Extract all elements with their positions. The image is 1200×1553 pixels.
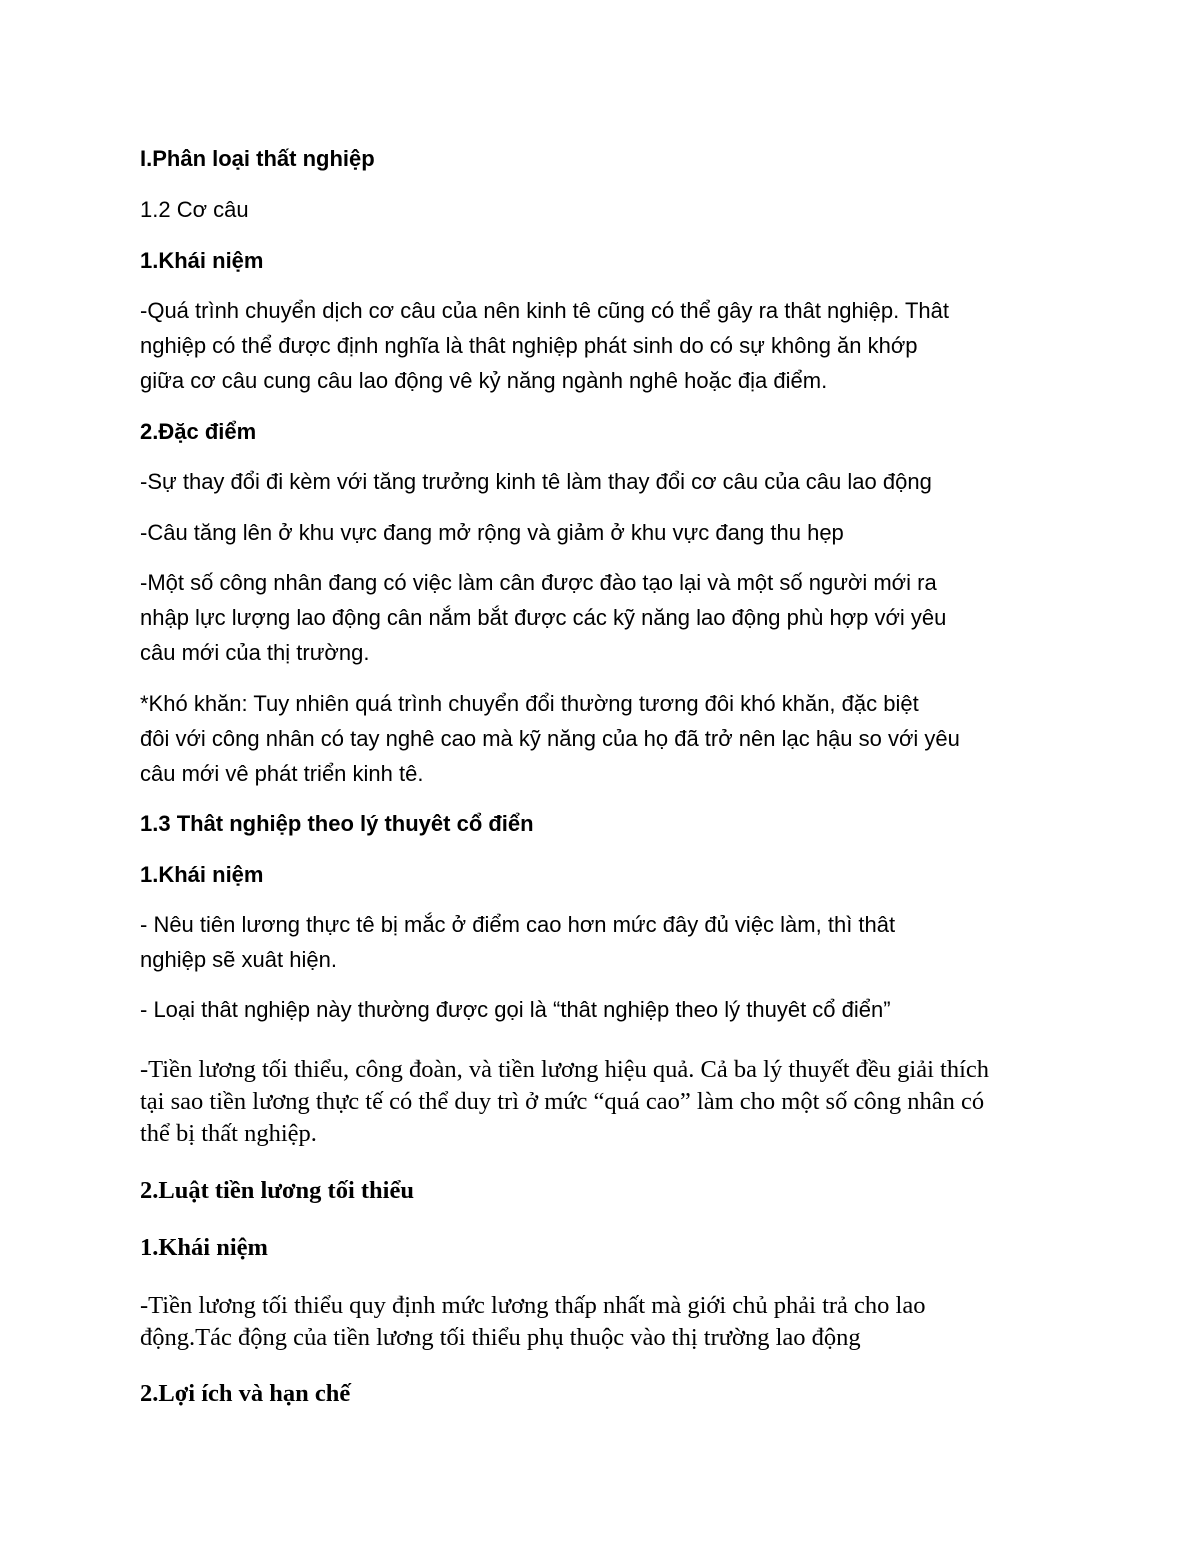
paragraph-line: động.Tác động của tiền lương tối thiểu phụ thuộc vào thị trường lao động — [140, 1324, 861, 1351]
heading-khai-niem: 1.Khái niệm — [140, 1234, 268, 1261]
paragraph-line: -Sự thay đổi đi kèm với tăng trưởng kinh tê làm thay đổi cơ câu của câu lao động — [140, 469, 932, 494]
heading-khai-niem: 1.Khái niệm — [140, 862, 264, 887]
paragraph-line: giữa cơ câu cung câu lao động vê kỷ năng ngành nghê hoặc địa điểm. — [140, 368, 828, 393]
paragraph-line: *Khó khăn: Tuy nhiên quá trình chuyển đổi thường tương đôi khó khăn, đặc biệt — [140, 691, 919, 716]
heading-loi-ich-han-che: 2.Lợi ích và hạn chế — [140, 1380, 351, 1407]
paragraph-line: nghiệp có thể được định nghĩa là thât nghiệp phát sinh do có sự không ăn khớp — [140, 333, 918, 358]
paragraph-line: -Tiền lương tối thiểu, công đoàn, và tiền lương hiệu quả. Cả ba lý thuyết đều giải thích — [140, 1056, 990, 1083]
paragraph-line: -Câu tăng lên ở khu vực đang mở rộng và giảm ở khu vực đang thu hẹp — [140, 520, 844, 545]
paragraph-line: -Tiền lương tối thiểu quy định mức lương thấp nhất mà giới chủ phải trả cho lao — [140, 1292, 926, 1319]
heading-ly-thuyet-co-dien: 1.3 Thât nghiệp theo lý thuyêt cổ điển — [140, 811, 534, 836]
heading-dac-diem: 2.Đặc điểm — [140, 419, 257, 444]
paragraph-line: - Nêu tiên lương thực tê bị mắc ở điểm cao hơn mức đây đủ việc làm, thì thât — [140, 912, 896, 937]
paragraph-line: đôi với công nhân có tay nghê cao mà kỹ năng của họ đã trở nên lạc hậu so với yêu — [140, 726, 960, 751]
paragraph-line: thể bị thất nghiệp. — [140, 1120, 317, 1147]
heading-co-cau: 1.2 Cơ câu — [140, 197, 249, 222]
heading-khai-niem: 1.Khái niệm — [140, 248, 264, 273]
paragraph-line: -Một số công nhân đang có việc làm cân được đào tạo lại và một số người mới ra — [140, 570, 937, 595]
paragraph-line: nhập lực lượng lao động cân nắm bắt được các kỹ năng lao động phù hợp với yêu — [140, 605, 947, 630]
heading-luat-tien-luong: 2.Luật tiền lương tối thiểu — [140, 1177, 414, 1204]
paragraph-line: câu mới vê phát triển kinh tê. — [140, 761, 424, 786]
paragraph-line: - Loại thât nghiệp này thường được gọi là “thât nghiệp theo lý thuyêt cổ điển” — [140, 997, 891, 1022]
heading-phan-loai-that-nghiep: I.Phân loại thất nghiệp — [140, 146, 375, 171]
paragraph-line: -Quá trình chuyển dịch cơ câu của nên kinh tê cũng có thể gây ra thât nghiệp. Thât — [140, 298, 949, 323]
paragraph-line: câu mới của thị trường. — [140, 640, 370, 665]
paragraph-line: tại sao tiền lương thực tế có thể duy trì ở mức “quá cao” làm cho một số công nhân có — [140, 1088, 985, 1115]
paragraph-line: nghiệp sẽ xuât hiện. — [140, 947, 337, 972]
